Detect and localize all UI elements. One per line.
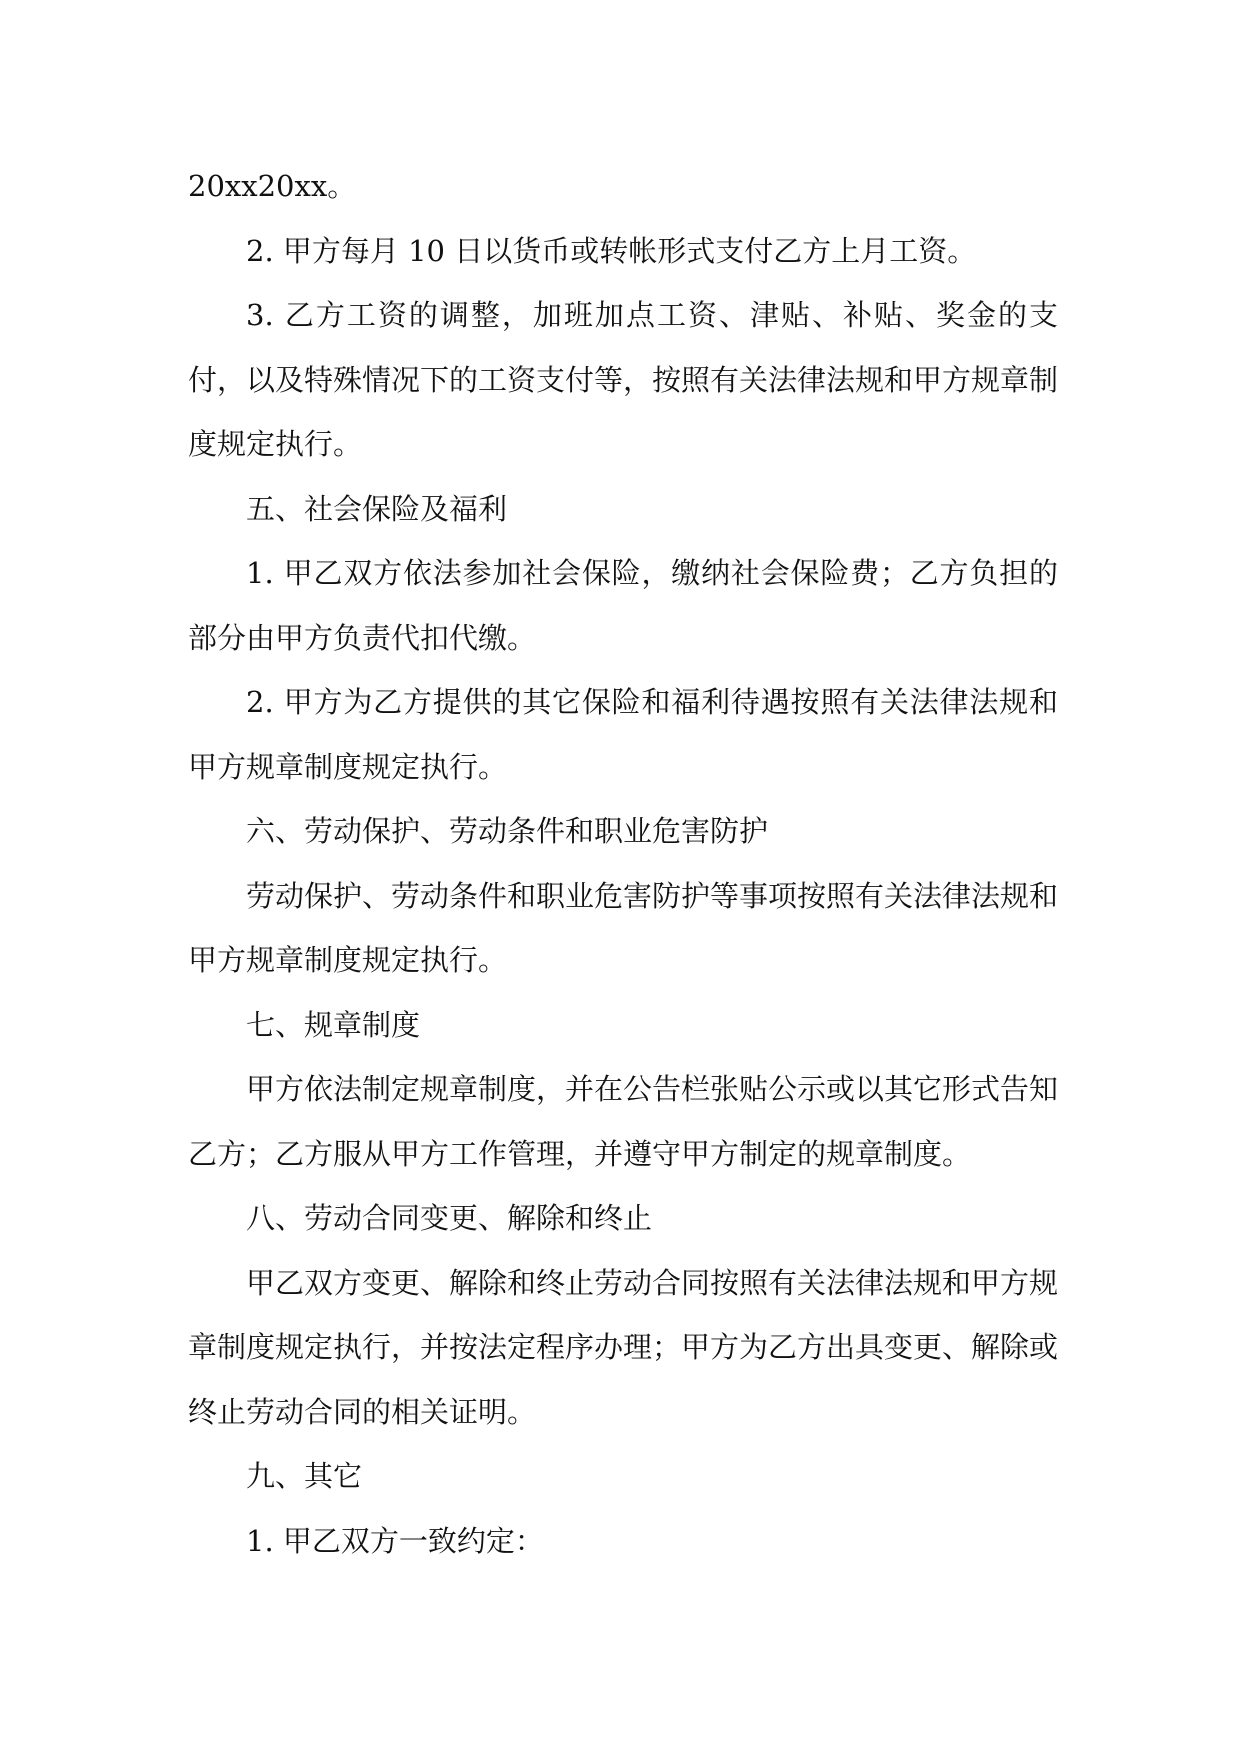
paragraph-date-range: 20xx20xx。: [188, 169, 357, 203]
paragraph-wage-payment: 2. 甲方每月 10 日以货币或转帐形式支付乙方上月工资。: [246, 233, 977, 268]
section-heading-other: 九、其它: [246, 1459, 363, 1493]
section-heading-labor-protection: 六、劳动保护、劳动条件和职业危害防护: [246, 814, 769, 848]
section-heading-rules: 七、规章制度: [246, 1007, 421, 1042]
paragraph-agreement: 1. 甲乙双方一致约定：: [246, 1523, 544, 1558]
document-body: [188, 154, 1058, 1573]
paragraph-contract-changes: 甲乙双方变更、解除和终止劳动合同按照有关法律法规和甲方规章制度规定执行，并按法定程序办理；甲方为乙方出具变更、解除或终止劳动合同的相关证明。: [188, 1265, 1059, 1429]
section-heading-contract-changes: 八、劳动合同变更、解除和终止: [246, 1201, 653, 1235]
paragraph-wage-adjustment: 3. 乙方工资的调整，加班加点工资、津贴、补贴、奖金的支付，以及特殊情况下的工资支付等，按照有关法律法规和甲方规章制度规定执行。: [188, 298, 1059, 461]
paragraph-other-benefits: 2. 甲方为乙方提供的其它保险和福利待遇按照有关法律法规和甲方规章制度规定执行。: [188, 685, 1058, 784]
paragraph-social-insurance: 1. 甲乙双方依法参加社会保险，缴纳社会保险费；乙方负担的部分由甲方负责代扣代缴。: [188, 556, 1058, 655]
paragraph-labor-protection: 劳动保护、劳动条件和职业危害防护等事项按照有关法律法规和甲方规章制度规定执行。: [188, 878, 1059, 977]
paragraph-rules: 甲方依法制定规章制度，并在公告栏张贴公示或以其它形式告知乙方；乙方服从甲方工作管理，并遵守甲方制定的规章制度。: [188, 1072, 1059, 1171]
section-heading-social-insurance: 五、社会保险及福利: [246, 491, 508, 526]
